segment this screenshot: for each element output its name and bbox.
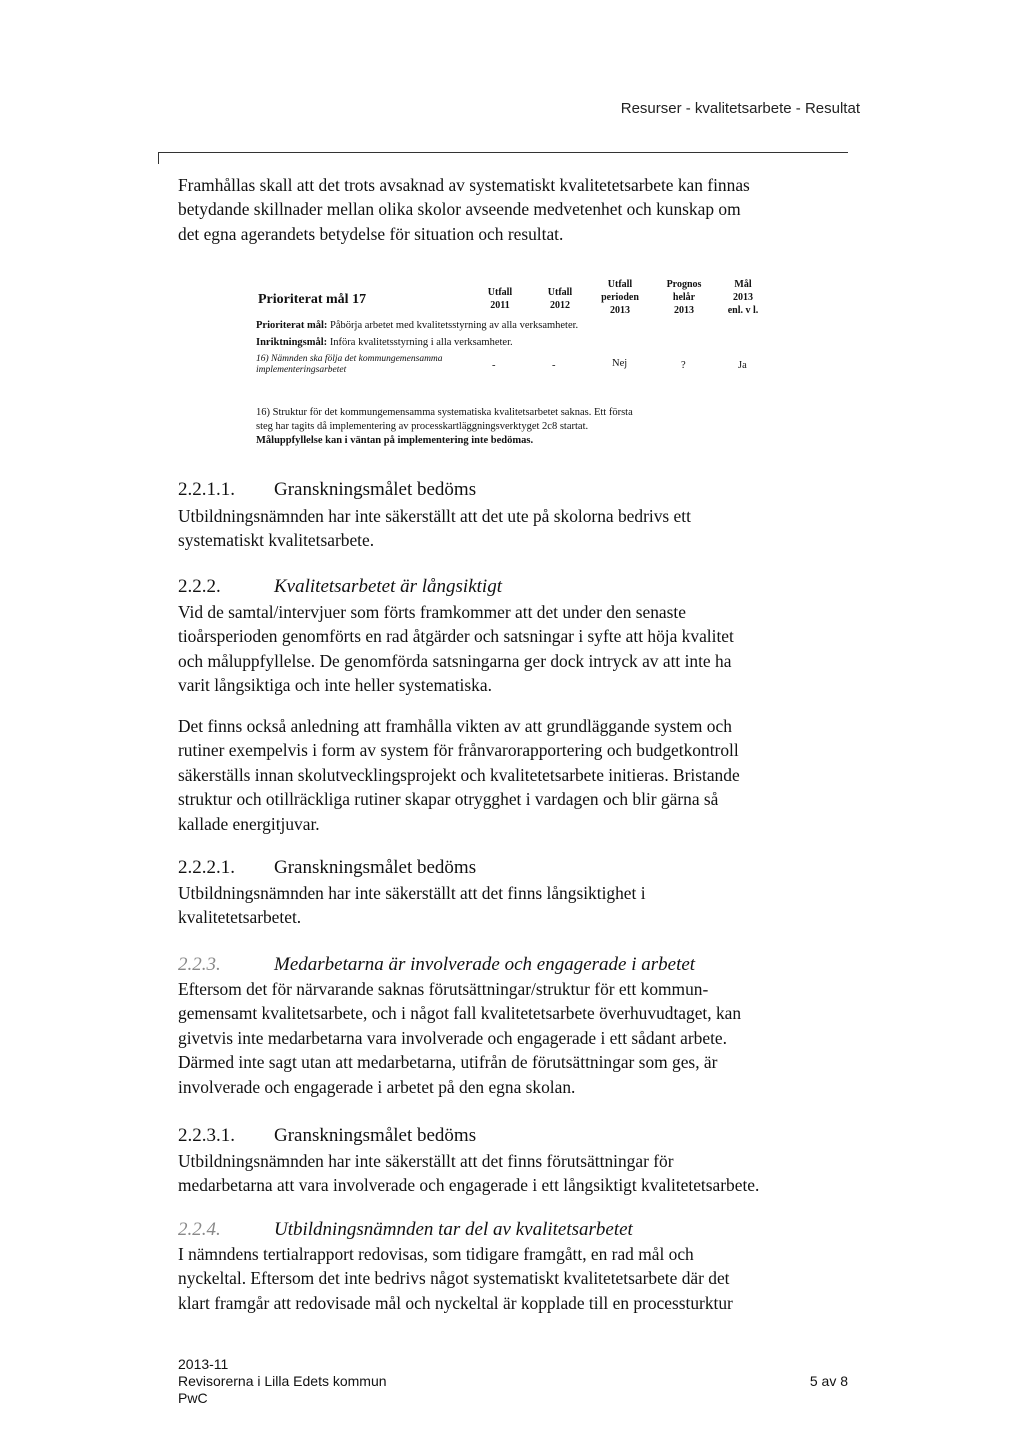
- section-paragraph: Eftersom det för närvarande saknas förutsättningar/struktur för ett kommun- gemensamt kvalitetsarbete, och i något fall kvalitetetsarbete överhuvudtaget, kan givetvis inte medarbetarna vara involverade och engagerade i ett sådant arbete. Därmed inte sagt utan att medarbetarna, utifrån de förutsättningar som ges, är involverade och engagerade i arbetet på den egna skolan.: [178, 979, 742, 1097]
- section-paragraph: Vid de samtal/intervjuer som förts framkommer att det under den senaste tioårsperioden genomförts en rad åtgärder och satsningar i syfte att höja kvalitet och måluppfyllelse. De genomförda satsningarna ger dock intryck av att inte ha varit långsiktiga och inte heller systematiska.: [178, 602, 734, 696]
- goal-table: [256, 272, 776, 382]
- page-footer: [178, 1356, 848, 1407]
- section-paragraph: Utbildningsnämnden har inte säkerställt att det ute på skolorna bedrivs ett systematiskt kvalitetsarbete.: [178, 506, 691, 551]
- intro-line: Framhållas skall att det trots avsaknad av systematiskt kvalitetetsarbete kan finnas: [178, 175, 750, 195]
- value-period-2013: Nej: [612, 358, 628, 369]
- intro-line: det egna agerandets betydelse för situation och resultat.: [178, 223, 564, 244]
- section-paragraph: Utbildningsnämnden har inte säkerställt att det finns förutsättningar för medarbetarna att vara involverade och engagerade i ett långsiktigt kvalitetetsarbete.: [178, 1151, 760, 1196]
- column-header: Utfall 2011: [487, 287, 513, 311]
- section-heading: 2.2.1.1. Granskningsmålet bedöms: [178, 479, 477, 500]
- column-header: Utfall perioden 2013: [601, 279, 639, 316]
- value-2012: -: [552, 360, 556, 371]
- column-header: Utfall 2012: [547, 287, 573, 311]
- section-paragraph: Det finns också anledning att framhålla vikten av att grundläggande system och rutiner exempelvis i form av system för frånvarorapportering och budgetkontroll säkerställs innan skolutvecklingsprojekt och kvalitetetsarbete initieras. Bristande struktur och otillräckliga rutiner skapar otrygghet i vardagen och blir gärna så kallade energitjuvar.: [178, 716, 740, 834]
- goal-table-title: Prioriterat mål 17: [258, 292, 367, 307]
- section-heading: 2.2.4. Utbildningsnämnden tar del av kvalitetsarbetet: [178, 1219, 633, 1240]
- intro-paragraph: [178, 173, 858, 246]
- priority-row: Prioriterat mål: Påbörja arbetet med kvalitetsstyrning av alla verksamheter.: [256, 320, 579, 331]
- footer-org: Revisorerna i Lilla Edets kommun: [178, 1373, 387, 1389]
- footer-company: PwC: [178, 1390, 208, 1406]
- footer-date: 2013-11: [178, 1356, 229, 1372]
- section-paragraph: I nämndens tertialrapport redovisas, som tidigare framgått, en rad mål och nyckeltal. Eftersom det inte bedrivs något systematiskt kvalitetetsarbete där det klart framgår att redovisade mål och nyckeltal är kopplade till en processturktur: [178, 1244, 733, 1313]
- section-paragraph: Utbildningsnämnden har inte säkerställt att det finns långsiktighet i kvalitetetsarbetet.: [178, 883, 646, 928]
- value-prognos-2013: ?: [681, 360, 686, 371]
- value-2011: -: [492, 360, 496, 371]
- value-goal-2013: Ja: [738, 360, 747, 371]
- page-number: 5 av 8: [809, 1373, 848, 1389]
- header-rule-tick: [158, 152, 159, 164]
- table-note: 16) Struktur för det kommungemensamma systematiska kvalitetsarbetet saknas. Ett första steg har tagits då implementering av processkartläggningsverktyget 2c8 startat. Måluppfyllelse kan i väntan på implementering inte bedömas.: [256, 407, 633, 446]
- section-heading: 2.2.3.1. Granskningsmålet bedöms: [178, 1125, 477, 1146]
- section-heading: 2.2.2.1. Granskningsmålet bedöms: [178, 857, 477, 878]
- column-header: Mål 2013 enl. v l.: [727, 279, 759, 316]
- header-rule: [158, 152, 848, 153]
- section-heading: 2.2.2. Kvalitetsarbetet är långsiktigt: [178, 576, 502, 597]
- intro-line: betydande skillnader mellan olika skolor avseende medvetenhet och kunskap om: [178, 199, 741, 220]
- section-heading: 2.2.3. Medarbetarna är involverade och engagerade i arbetet: [178, 954, 696, 975]
- column-header: Prognos helår 2013: [666, 279, 702, 316]
- running-header: Resurser - kvalitetsarbete - Resultat: [620, 100, 860, 117]
- measure-text: 16) Nämnden ska följa det kommungemensamma implementeringsarbetet: [256, 354, 443, 375]
- aim-row: Inriktningsmål: Införa kvalitetsstyrning i alla verksamheter.: [256, 337, 513, 348]
